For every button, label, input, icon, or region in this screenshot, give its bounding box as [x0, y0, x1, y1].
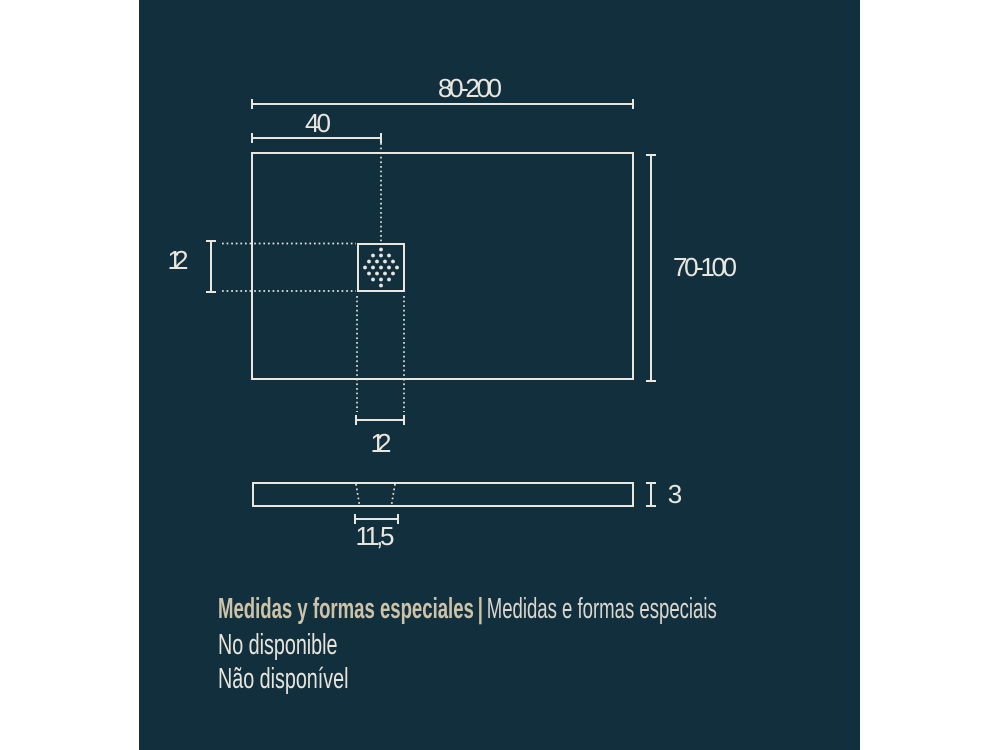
availability-note-pt: Não disponível	[218, 663, 349, 695]
title-separator: |	[477, 593, 483, 625]
section-title-pt: Medidas e formas especiais	[486, 593, 717, 625]
footer	[139, 0, 860, 750]
drain-offset-label: 40	[305, 108, 331, 138]
drain-recess-width-label: 11,5	[355, 521, 395, 551]
section-title-es: Medidas y formas especiales	[218, 593, 474, 625]
availability-note-es: No disponible	[218, 629, 338, 661]
drain-side-left-label: 12	[167, 245, 189, 275]
diagram-panel	[139, 0, 860, 750]
height-range-label: 70-100	[673, 252, 737, 282]
section-title	[218, 593, 717, 626]
drain-side-bottom-label: 12	[370, 428, 392, 458]
thickness-label: 3	[667, 479, 683, 509]
width-range-label: 80-200	[438, 73, 502, 103]
